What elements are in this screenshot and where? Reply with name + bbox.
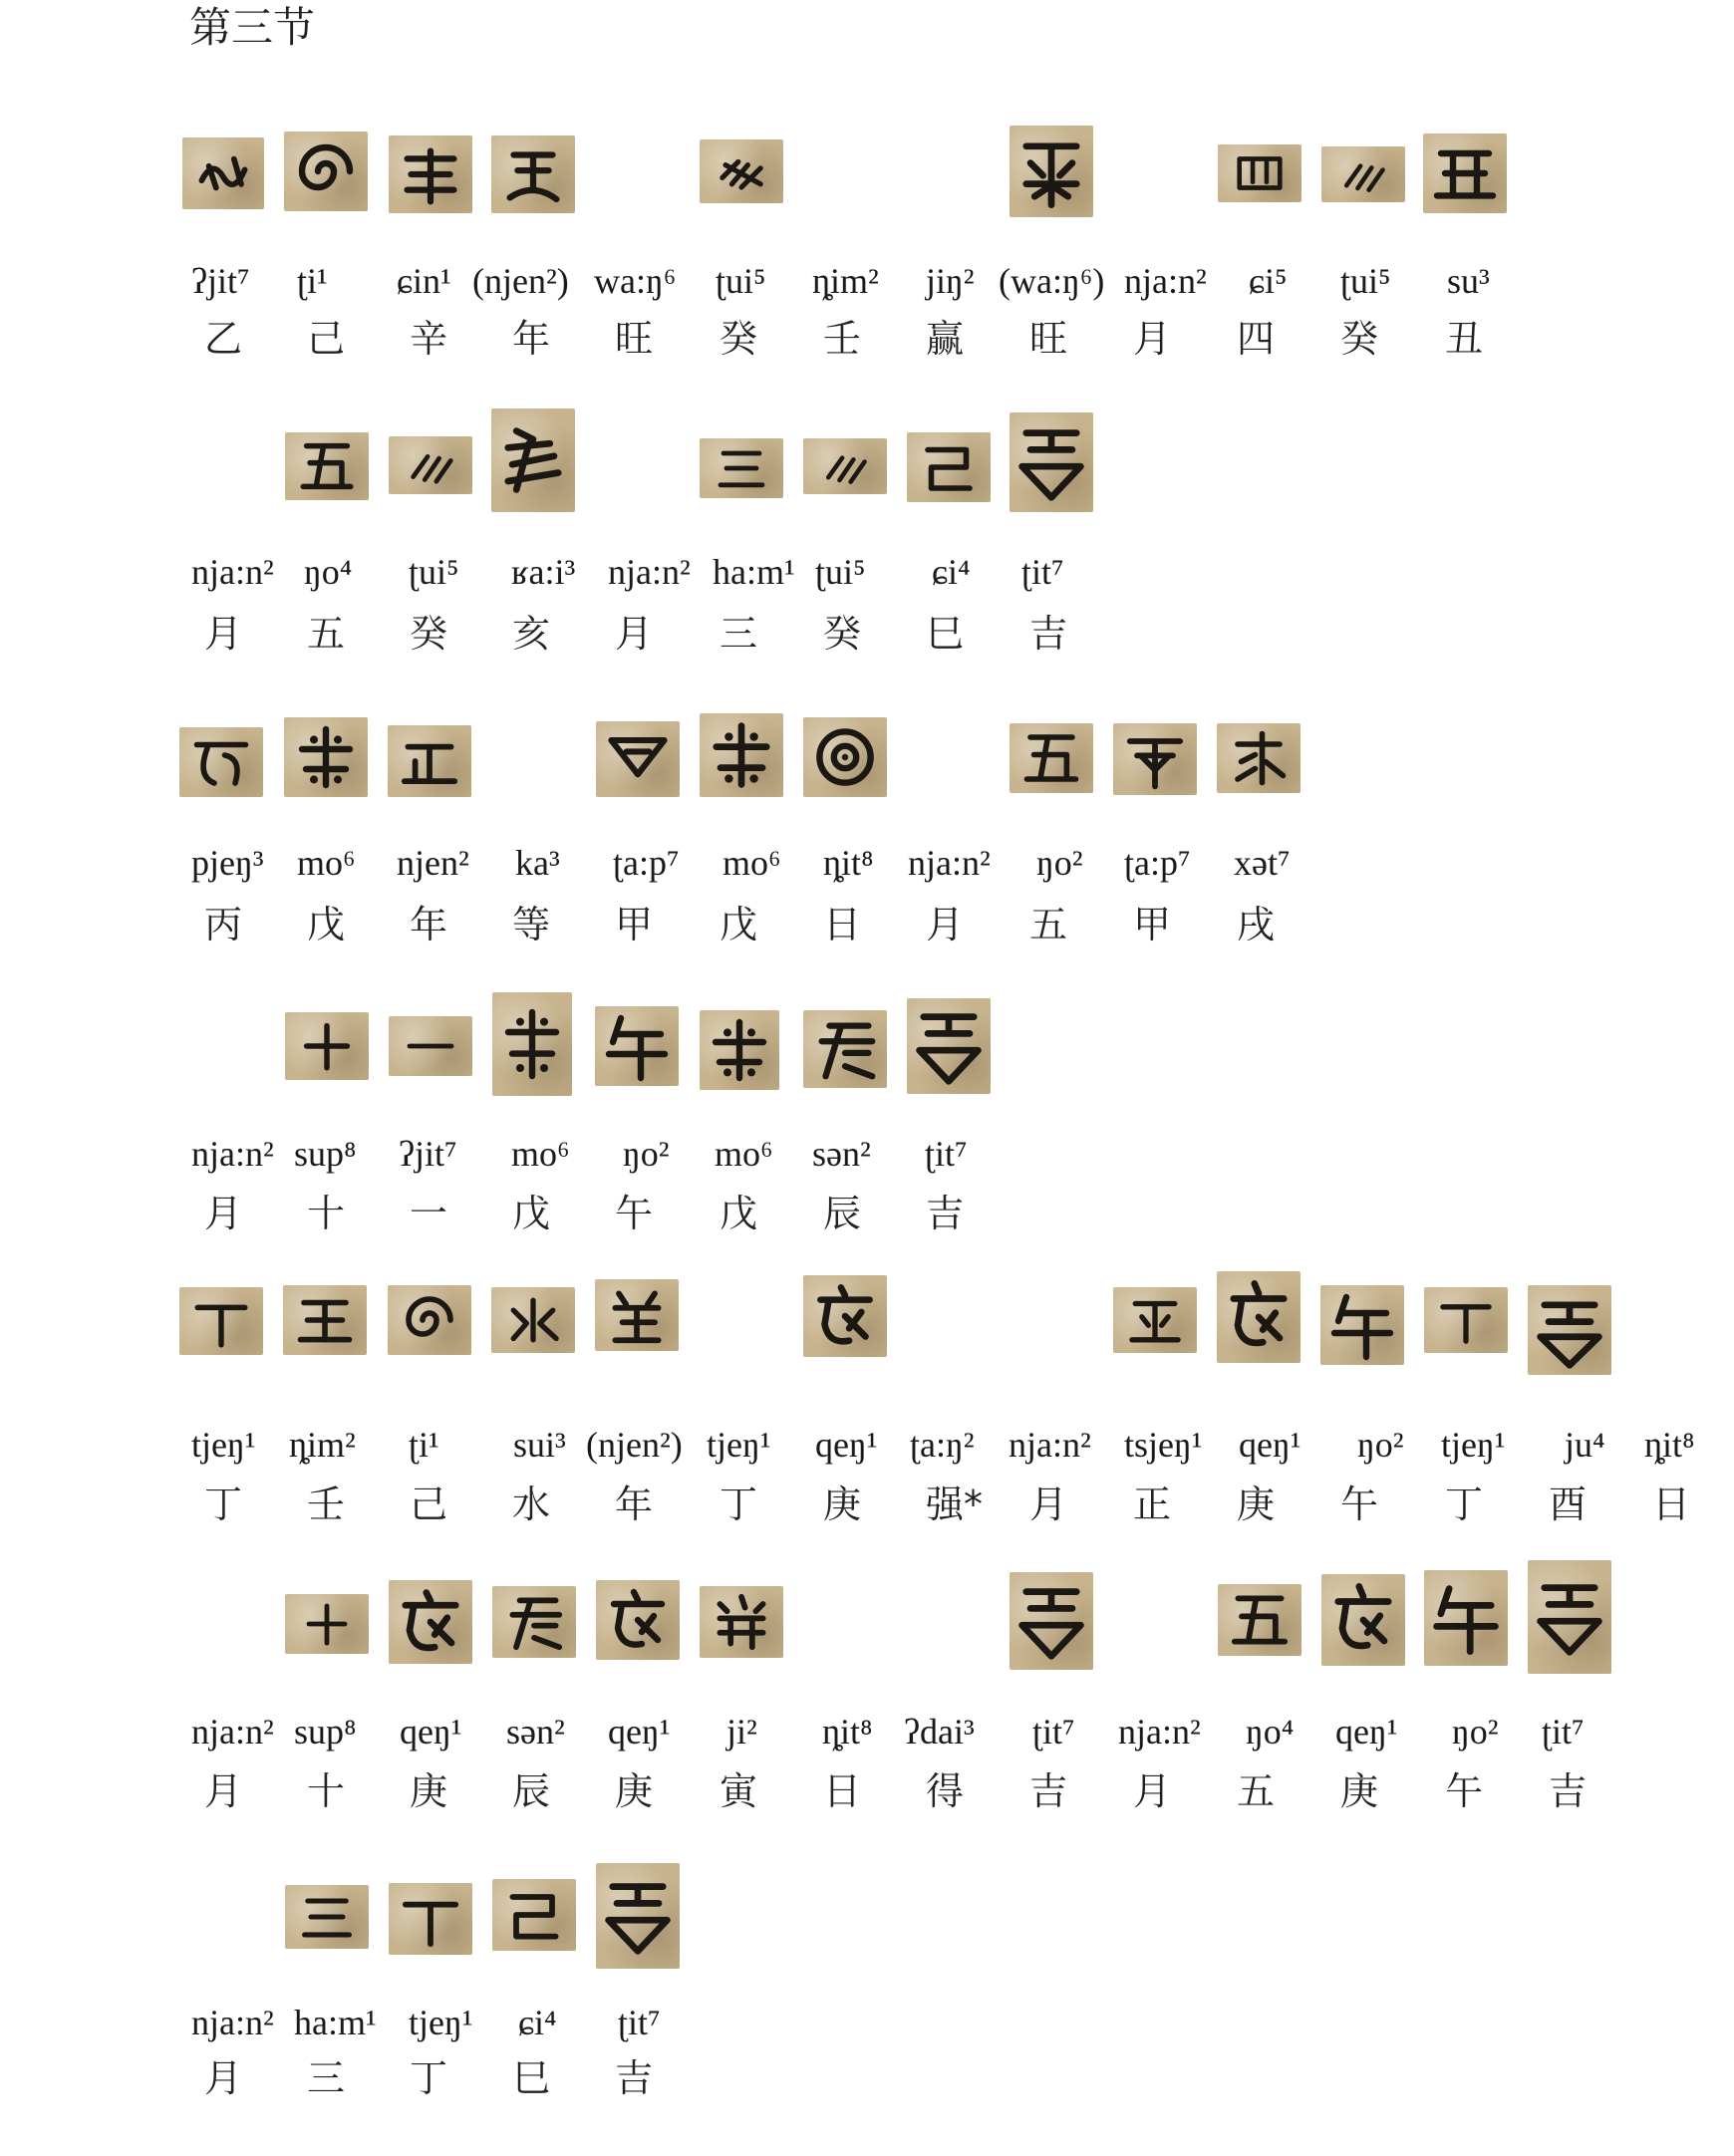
hanzi: 月 — [204, 1769, 243, 1813]
glyph-image — [284, 717, 368, 797]
hanzi: 辰 — [823, 1192, 862, 1235]
hanzi: 庚 — [615, 1769, 654, 1813]
glyph-image — [595, 1279, 679, 1351]
glyph-image — [803, 438, 887, 494]
hanzi: 十 — [307, 1192, 346, 1235]
romanization: ʈi¹ — [297, 261, 328, 301]
romanization: ʔjit⁷ — [191, 261, 250, 301]
hanzi: 辛 — [410, 317, 448, 361]
glyph-image — [491, 135, 575, 213]
romanization: ʈit⁷ — [925, 1134, 968, 1174]
glyph-image — [1217, 723, 1300, 793]
romanization: ŋo² — [1357, 1425, 1404, 1465]
hanzi: 午 — [1445, 1769, 1484, 1813]
glyph-image — [285, 432, 369, 500]
glyph-image — [389, 135, 472, 213]
hanzi: 年 — [615, 1482, 654, 1526]
hanzi: 戌 — [1237, 903, 1276, 946]
romanization: ʈa:p⁷ — [1124, 843, 1191, 883]
romanization: ʈa:ŋ² — [910, 1425, 975, 1465]
romanization: qeŋ¹ — [1239, 1425, 1301, 1465]
romanization: ɕi⁴ — [518, 2003, 557, 2042]
hanzi: 日 — [1652, 1482, 1691, 1526]
glyph-image — [907, 998, 991, 1094]
hanzi: 癸 — [720, 317, 758, 361]
hanzi: 甲 — [615, 903, 654, 946]
romanization: ȵit⁸ — [822, 1712, 873, 1752]
glyph-image — [389, 1016, 472, 1076]
romanization: ŋo² — [1452, 1712, 1499, 1752]
hanzi: 甲 — [1133, 903, 1172, 946]
romanization: mo⁶ — [297, 843, 356, 883]
hanzi: 吉 — [926, 1192, 965, 1235]
hanzi: 赢 — [926, 317, 965, 361]
glyph-image — [1528, 1285, 1611, 1375]
romanization: tjeŋ¹ — [707, 1425, 771, 1465]
glyph-image — [491, 1287, 575, 1353]
romanization: jiŋ² — [926, 261, 975, 301]
romanization: ȵim² — [812, 261, 879, 301]
glyph-image — [1320, 1285, 1404, 1365]
romanization: ŋo⁴ — [304, 552, 353, 592]
hanzi: 戊 — [720, 903, 758, 946]
hanzi: 庚 — [1340, 1769, 1379, 1813]
romanization: sui³ — [513, 1425, 566, 1465]
hanzi: 月 — [615, 612, 654, 656]
hanzi: 戊 — [512, 1192, 551, 1235]
romanization: ʈit⁷ — [1542, 1712, 1585, 1752]
romanization: nja:n² — [908, 843, 991, 883]
romanization: ʁa:i³ — [511, 552, 576, 592]
hanzi: 己 — [410, 1482, 448, 1526]
romanization: mo⁶ — [722, 843, 781, 883]
romanization: ʈi¹ — [409, 1425, 439, 1465]
hanzi: 庚 — [1237, 1482, 1276, 1526]
romanization: nja:n² — [191, 2003, 274, 2042]
romanization: ʈui⁵ — [716, 261, 766, 301]
romanization: tjeŋ¹ — [409, 2003, 473, 2042]
romanization: mo⁶ — [715, 1134, 773, 1174]
romanization: nja:n² — [191, 1134, 274, 1174]
romanization: sən² — [812, 1134, 871, 1174]
romanization: ʈa:p⁷ — [613, 843, 680, 883]
glyph-image — [803, 1275, 887, 1357]
romanization: nja:n² — [191, 552, 274, 592]
hanzi: 巳 — [512, 2056, 551, 2100]
hanzi: 年 — [410, 903, 448, 946]
section-title: 第三节 — [189, 3, 316, 52]
hanzi: 月 — [1133, 317, 1172, 361]
glyph-image — [1217, 1271, 1300, 1363]
hanzi: 午 — [1340, 1482, 1379, 1526]
glyph-image — [389, 1580, 472, 1664]
hanzi: 丁 — [720, 1482, 758, 1526]
glyph-image — [700, 438, 783, 498]
glyph-image — [389, 436, 472, 494]
romanization: qeŋ¹ — [815, 1425, 878, 1465]
romanization: ji² — [726, 1712, 757, 1752]
romanization: ŋo² — [623, 1134, 670, 1174]
hanzi: 巳 — [926, 612, 965, 656]
glyph-image — [700, 1010, 779, 1090]
glyph-image — [700, 713, 783, 797]
glyph-image — [1218, 1584, 1301, 1656]
hanzi: 五 — [1029, 903, 1068, 946]
glyph-image — [596, 1863, 680, 1969]
romanization: ʈit⁷ — [1021, 552, 1064, 592]
romanization: ȵit⁸ — [1644, 1425, 1695, 1465]
glyph-image — [1321, 1574, 1405, 1666]
hanzi: 戊 — [307, 903, 346, 946]
glyph-image — [388, 725, 471, 797]
romanization: wa:ŋ⁶ — [594, 261, 677, 301]
romanization: nja:n² — [1124, 261, 1207, 301]
hanzi: 五 — [1237, 1769, 1276, 1813]
hanzi: 酉 — [1549, 1482, 1588, 1526]
hanzi: 辰 — [512, 1769, 551, 1813]
glyph-image — [182, 137, 264, 209]
hanzi: 吉 — [1549, 1769, 1588, 1813]
hanzi: 正 — [1133, 1482, 1172, 1526]
hanzi: 月 — [1133, 1769, 1172, 1813]
hanzi: 己 — [307, 317, 346, 361]
glyph-image — [492, 992, 572, 1096]
romanization: ʈui⁵ — [815, 552, 866, 592]
glyph-image — [284, 132, 368, 211]
glyph-image — [595, 1006, 679, 1086]
romanization: ʈit⁷ — [618, 2003, 661, 2042]
hanzi: 戊 — [720, 1192, 758, 1235]
hanzi: 年 — [512, 317, 551, 361]
romanization: sup⁸ — [294, 1712, 357, 1752]
hanzi: 庚 — [823, 1482, 862, 1526]
hanzi: 丁 — [1445, 1482, 1484, 1526]
glyph-image — [1424, 1287, 1508, 1353]
glyph-image — [1010, 723, 1093, 793]
hanzi: 壬 — [307, 1482, 346, 1526]
romanization: qeŋ¹ — [400, 1712, 462, 1752]
romanization: qeŋ¹ — [608, 1712, 671, 1752]
hanzi: 五 — [307, 612, 346, 656]
romanization: (njen²) — [472, 261, 569, 301]
glyph-image — [1010, 1572, 1093, 1670]
glyph-image — [388, 1285, 471, 1355]
romanization: ŋo² — [1036, 843, 1083, 883]
hanzi: 三 — [307, 2056, 346, 2100]
glyph-image — [1423, 134, 1507, 213]
glyph-image — [285, 1885, 369, 1949]
hanzi: 吉 — [1029, 1769, 1068, 1813]
romanization: ʈui⁵ — [409, 552, 459, 592]
romanization: (njen²) — [586, 1425, 683, 1465]
romanization: ȵim² — [289, 1425, 356, 1465]
hanzi: 旺 — [1029, 317, 1068, 361]
hanzi: 吉 — [1029, 612, 1068, 656]
hanzi: 庚 — [410, 1769, 448, 1813]
hanzi: 癸 — [1340, 317, 1379, 361]
glyph-image — [1218, 144, 1301, 202]
hanzi: 吉 — [615, 2056, 654, 2100]
romanization: qeŋ¹ — [1335, 1712, 1398, 1752]
glyph-image — [1010, 126, 1093, 217]
hanzi: 壬 — [823, 317, 862, 361]
hanzi: 癸 — [823, 612, 862, 656]
glyph-image — [179, 1287, 263, 1355]
romanization: ȵit⁸ — [823, 843, 874, 883]
romanization: ʔdai³ — [904, 1712, 975, 1752]
glyph-image — [1113, 1287, 1197, 1353]
romanization: ŋo⁴ — [1246, 1712, 1295, 1752]
romanization: mo⁶ — [511, 1134, 570, 1174]
hanzi: 日 — [823, 903, 862, 946]
hanzi: 十 — [307, 1769, 346, 1813]
hanzi: 水 — [512, 1482, 551, 1526]
romanization: xət⁷ — [1234, 843, 1291, 883]
glyph-image — [700, 1586, 783, 1658]
glyph-image — [1113, 723, 1197, 795]
glyph-image — [179, 727, 263, 797]
glyph-image — [492, 1586, 576, 1658]
romanization: ʔjit⁷ — [399, 1134, 457, 1174]
glyph-image — [907, 432, 991, 502]
romanization: nja:n² — [608, 552, 691, 592]
romanization: tsjeŋ¹ — [1124, 1425, 1203, 1465]
hanzi: 月 — [1029, 1482, 1068, 1526]
romanization: ha:m¹ — [294, 2003, 377, 2042]
glyph-image — [492, 1879, 576, 1951]
romanization: nja:n² — [1009, 1425, 1091, 1465]
romanization: sup⁸ — [294, 1134, 357, 1174]
hanzi: 午 — [615, 1192, 654, 1235]
glyph-image — [285, 1012, 369, 1080]
glyph-image — [596, 1580, 680, 1660]
glyph-image — [1528, 1560, 1611, 1674]
hanzi: 亥 — [512, 612, 551, 656]
glyph-image — [389, 1883, 472, 1955]
glyph-image — [1010, 412, 1093, 512]
hanzi: 四 — [1237, 317, 1276, 361]
hanzi: 一 — [410, 1192, 448, 1235]
glyph-image — [700, 139, 783, 203]
hanzi: 丙 — [204, 903, 243, 946]
hanzi: 月 — [204, 1192, 243, 1235]
romanization: tjeŋ¹ — [191, 1425, 256, 1465]
romanization: tjeŋ¹ — [1441, 1425, 1506, 1465]
hanzi: 强* — [926, 1482, 984, 1526]
hanzi: 月 — [204, 612, 243, 656]
romanization: ɕi⁵ — [1249, 261, 1288, 301]
romanization: nja:n² — [191, 1712, 274, 1752]
hanzi: 丁 — [410, 2056, 448, 2100]
glyph-image — [1424, 1570, 1508, 1666]
romanization: njen² — [397, 843, 469, 883]
glyph-image — [803, 1010, 887, 1088]
hanzi: 丑 — [1445, 317, 1484, 361]
glyph-image — [803, 717, 887, 797]
romanization: ʈit⁷ — [1032, 1712, 1075, 1752]
glyph-image — [1321, 146, 1405, 202]
hanzi: 乙 — [204, 317, 243, 361]
glyph-image — [491, 408, 575, 512]
romanization: ju⁴ — [1565, 1425, 1605, 1465]
hanzi: 癸 — [410, 612, 448, 656]
hanzi: 三 — [720, 612, 758, 656]
glyph-image — [596, 721, 680, 797]
glyph-image — [285, 1594, 369, 1654]
romanization: ha:m¹ — [713, 552, 795, 592]
romanization: ɕi⁴ — [932, 552, 971, 592]
hanzi: 得 — [926, 1769, 965, 1813]
romanization: ɕin¹ — [397, 261, 451, 301]
romanization: nja:n² — [1118, 1712, 1201, 1752]
hanzi: 旺 — [615, 317, 654, 361]
hanzi: 寅 — [720, 1769, 758, 1813]
hanzi: 月 — [926, 903, 965, 946]
romanization: ka³ — [515, 843, 560, 883]
romanization: (wa:ŋ⁶) — [999, 261, 1105, 301]
glyph-image — [283, 1285, 367, 1355]
romanization: ʈui⁵ — [1340, 261, 1391, 301]
hanzi: 丁 — [204, 1482, 243, 1526]
romanization: sən² — [506, 1712, 565, 1752]
hanzi: 日 — [823, 1769, 862, 1813]
romanization: pjeŋ³ — [191, 843, 264, 883]
hanzi: 月 — [204, 2056, 243, 2100]
hanzi: 等 — [512, 903, 551, 946]
romanization: su³ — [1447, 261, 1490, 301]
